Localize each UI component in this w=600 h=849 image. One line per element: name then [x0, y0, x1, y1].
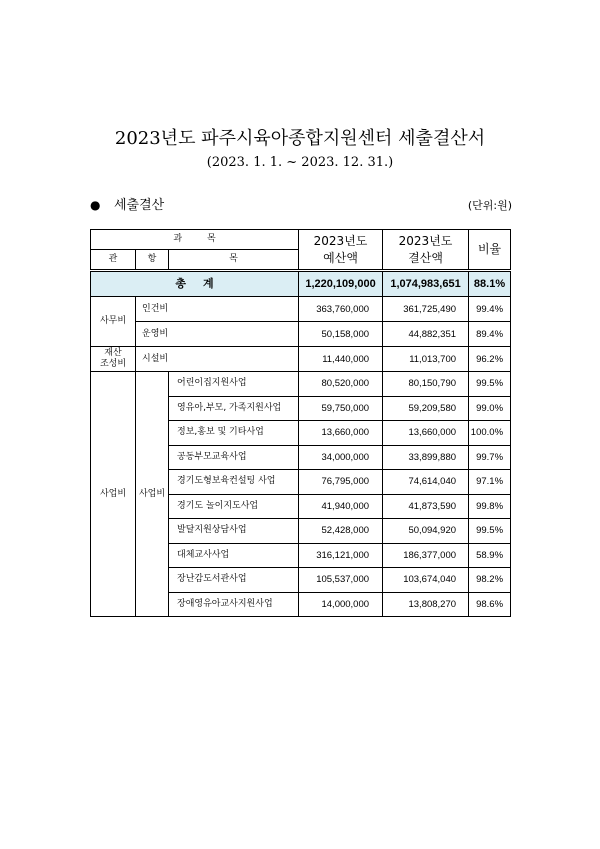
item-label: 대체교사사업 [169, 543, 299, 568]
unit-label: (단위:원) [467, 199, 512, 212]
hang-header: 항 [136, 250, 169, 271]
hang-business: 사업비 [136, 372, 169, 617]
total-settlement: 1,074,983,651 [383, 271, 469, 297]
budget-header-label: 예산액 [323, 250, 358, 265]
item-label: 인건비 [136, 297, 299, 322]
item-label: 발달지원상담사업 [169, 519, 299, 544]
ratio-value: 58.9% [469, 543, 511, 568]
item-label: 장애영유아교사지원사업 [169, 592, 299, 617]
settlement-value: 50,094,920 [383, 519, 469, 544]
settlement-value: 80,150,790 [383, 372, 469, 397]
settlement-value: 103,674,040 [383, 568, 469, 593]
budget-value: 13,660,000 [299, 421, 383, 446]
gwan-header: 관 [91, 250, 136, 271]
table-row [91, 297, 511, 322]
budget-value: 41,940,000 [299, 494, 383, 519]
ratio-value: 97.1% [469, 470, 511, 495]
item-label: 공동부모교육사업 [169, 445, 299, 470]
settlement-value: 13,660,000 [383, 421, 469, 446]
settlement-value: 44,882,351 [383, 322, 469, 347]
ratio-value: 99.5% [469, 519, 511, 544]
budget-value: 316,121,000 [299, 543, 383, 568]
budget-value: 50,158,000 [299, 322, 383, 347]
settlement-value: 74,614,040 [383, 470, 469, 495]
section-heading: 세출결산 [114, 198, 165, 213]
settlement-value: 33,899,880 [383, 445, 469, 470]
ratio-value: 89.4% [469, 322, 511, 347]
settlement-header-label: 결산액 [408, 250, 443, 265]
subject-header: 과 목 [91, 230, 299, 250]
ratio-value: 100.0% [469, 421, 511, 446]
budget-value: 76,795,000 [299, 470, 383, 495]
item-label: 장난감도서관사업 [169, 568, 299, 593]
budget-header-year: 2023년도 [313, 233, 368, 248]
settlement-header [383, 230, 469, 271]
budget-value: 34,000,000 [299, 445, 383, 470]
gwan-property [91, 347, 136, 372]
gwan-property-line1: 재산 [104, 348, 122, 358]
total-ratio: 88.1% [469, 271, 511, 297]
item-label: 경기도형보육컨설팅 사업 [169, 470, 299, 495]
ratio-value: 99.5% [469, 372, 511, 397]
item-label: 영유아,부모, 가족지원사업 [169, 396, 299, 421]
gwan-business: 사업비 [91, 372, 136, 617]
ratio-value: 99.7% [469, 445, 511, 470]
budget-value: 363,760,000 [299, 297, 383, 322]
settlement-value: 59,209,580 [383, 396, 469, 421]
total-label: 총 계 [91, 271, 299, 297]
ratio-header: 비율 [469, 230, 511, 271]
gwan-property-line2: 조성비 [99, 359, 127, 369]
budget-value: 11,440,000 [299, 347, 383, 372]
mok-header: 목 [169, 250, 299, 271]
settlement-value: 361,725,490 [383, 297, 469, 322]
header-row [91, 230, 511, 250]
settlement-value: 13,808,270 [383, 592, 469, 617]
bullet-icon: ● [90, 198, 101, 212]
total-row [91, 271, 511, 297]
item-label: 경기도 놀이지도사업 [169, 494, 299, 519]
settlement-value: 186,377,000 [383, 543, 469, 568]
ratio-value: 96.2% [469, 347, 511, 372]
settlement-value: 11,013,700 [383, 347, 469, 372]
document-title: 2023년도 파주시육아종합지원센터 세출결산서 [114, 128, 486, 149]
item-label: 운영비 [136, 322, 299, 347]
budget-value: 14,000,000 [299, 592, 383, 617]
ratio-value: 98.6% [469, 592, 511, 617]
section-header [90, 196, 164, 215]
gwan-office: 사무비 [91, 297, 136, 347]
budget-value: 80,520,000 [299, 372, 383, 397]
budget-header [299, 230, 383, 271]
item-label: 어린이집지원사업 [169, 372, 299, 397]
table-row [91, 347, 511, 372]
budget-value: 52,428,000 [299, 519, 383, 544]
item-label: 시설비 [136, 347, 299, 372]
table-row [91, 372, 511, 397]
budget-value: 59,750,000 [299, 396, 383, 421]
settlement-value: 41,873,590 [383, 494, 469, 519]
ratio-value: 99.0% [469, 396, 511, 421]
document-period: (2023. 1. 1. ~ 2023. 12. 31.) [206, 155, 394, 170]
settlement-table [90, 229, 511, 617]
ratio-value: 98.2% [469, 568, 511, 593]
table-row [91, 322, 511, 347]
ratio-value: 99.4% [469, 297, 511, 322]
budget-value: 105,537,000 [299, 568, 383, 593]
settlement-header-year: 2023년도 [398, 233, 453, 248]
item-label: 정보,홍보 및 기타사업 [169, 421, 299, 446]
ratio-value: 99.8% [469, 494, 511, 519]
total-budget: 1,220,109,000 [299, 271, 383, 297]
